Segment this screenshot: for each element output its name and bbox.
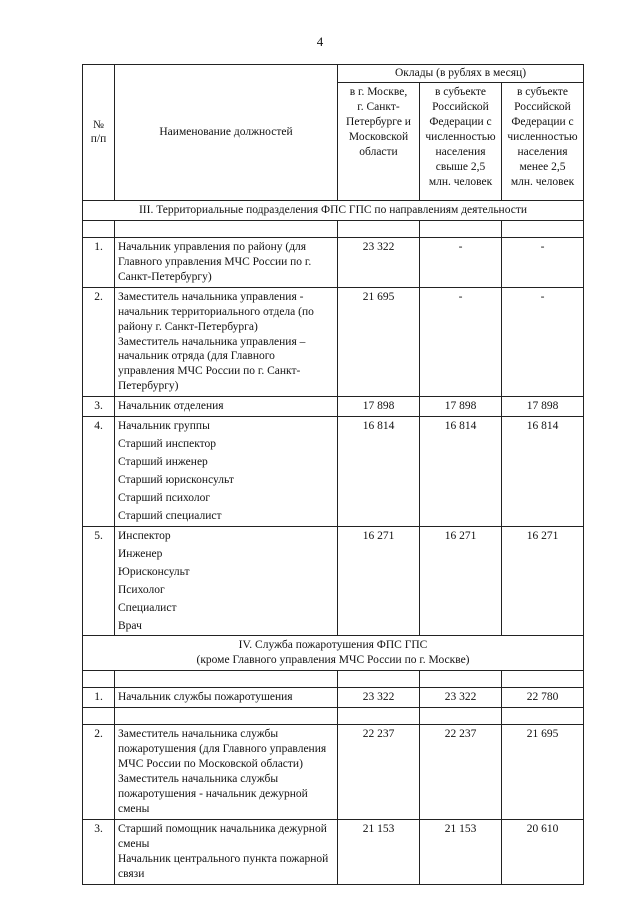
salary-under: - xyxy=(502,287,584,397)
salary-moscow: 22 237 xyxy=(338,725,420,820)
row-number: 3. xyxy=(83,397,115,417)
salary-over: 21 153 xyxy=(420,819,502,884)
page-number: 4 xyxy=(316,34,324,49)
position-line: Начальник центрального пункта пожарной связи xyxy=(118,852,329,880)
row-number: 2. xyxy=(83,287,115,397)
table-row xyxy=(83,287,584,397)
header-salaries-group: Оклады (в рублях в месяц) xyxy=(338,65,584,83)
position-line: Заместитель начальника управления – начальник отряда (для Главного управления МЧС России по г. Санкт-Петербургу) xyxy=(118,335,306,393)
position-line: Старший инспектор xyxy=(118,438,217,451)
salary-moscow: 23 322 xyxy=(338,237,420,287)
position-line: Инспектор xyxy=(118,529,171,542)
section-title-line: IV. Служба пожаротушения ФПС ГПС xyxy=(238,639,428,652)
position-line: Инженер xyxy=(118,547,163,560)
section-title: III. Территориальные подразделения ФПС ГПС по направлениям деятельности xyxy=(83,200,584,220)
spacer-row xyxy=(83,671,584,688)
salary-under: 17 898 xyxy=(502,397,584,417)
salary-moscow: 16 271 xyxy=(338,526,420,636)
position-line: Старший инженер xyxy=(118,456,208,469)
salary-over: 22 237 xyxy=(420,725,502,820)
position-line: Психолог xyxy=(118,583,165,596)
salary-over: - xyxy=(420,237,502,287)
position-name xyxy=(115,526,338,636)
header-number: № п/п xyxy=(83,65,115,201)
position-name xyxy=(115,237,338,287)
section-title xyxy=(83,636,584,671)
table-row xyxy=(83,397,584,417)
position-line: Начальник службы пожаротушения xyxy=(118,691,293,704)
position-line: Юрисконсульт xyxy=(118,565,190,578)
position-line: Начальник отделения xyxy=(118,400,224,413)
salary-over: 17 898 xyxy=(420,397,502,417)
salary-moscow: 17 898 xyxy=(338,397,420,417)
position-name xyxy=(115,819,338,884)
header-position-name: Наименование должностей xyxy=(115,65,338,201)
table-row xyxy=(83,725,584,820)
position-name xyxy=(115,397,338,417)
salary-under: 16 814 xyxy=(502,417,584,527)
position-line: Старший психолог xyxy=(118,491,211,504)
spacer-row xyxy=(83,220,584,237)
position-name xyxy=(115,417,338,527)
position-line: Заместитель начальника управления - начальник территориального отдела (по району г. Санкт-Петербурга) xyxy=(118,290,314,333)
header-col-moscow: в г. Москве, г. Санкт- Петербурге и Московской области xyxy=(338,82,420,200)
section-row xyxy=(83,200,584,220)
table-row xyxy=(83,237,584,287)
position-line: Начальник группы xyxy=(118,420,210,433)
salary-over: - xyxy=(420,287,502,397)
row-number: 1. xyxy=(83,688,115,708)
salary-over: 16 271 xyxy=(420,526,502,636)
salary-under: 22 780 xyxy=(502,688,584,708)
position-line: Старший специалист xyxy=(118,509,222,522)
position-line: Заместитель начальника службы пожаротушения (для Главного управления МЧС России по Московской области) xyxy=(118,728,327,771)
spacer-row xyxy=(83,708,584,725)
position-line: Заместитель начальника службы пожаротушения - начальник дежурной смены xyxy=(118,773,308,815)
salary-over: 23 322 xyxy=(420,688,502,708)
position-line: Врач xyxy=(118,619,142,632)
salary-over: 16 814 xyxy=(420,417,502,527)
section-row xyxy=(83,636,584,671)
table-row xyxy=(83,688,584,708)
salary-table xyxy=(82,64,584,885)
header-col-over-2-5m: в субъекте Российской Федерации с численностью населения свыше 2,5 млн. человек xyxy=(420,82,502,200)
table-row xyxy=(83,417,584,527)
salary-moscow: 21 153 xyxy=(338,819,420,884)
position-line: Старший юрисконсульт xyxy=(118,474,234,486)
section-title-line: (кроме Главного управления МЧС России по г. Москве) xyxy=(196,654,470,667)
salary-under: 21 695 xyxy=(502,725,584,820)
salary-moscow: 21 695 xyxy=(338,287,420,397)
table-row xyxy=(83,819,584,884)
salary-under: 20 610 xyxy=(502,819,584,884)
header-col-under-2-5m: в субъекте Российской Федерации с численностью населения менее 2,5 млн. человек xyxy=(502,82,584,200)
salary-moscow: 16 814 xyxy=(338,417,420,527)
position-line: Начальник управления по району (для Главного управления МЧС России по г. Санкт-Петербургу) xyxy=(118,240,312,283)
row-number: 2. xyxy=(83,725,115,820)
row-number: 5. xyxy=(83,526,115,636)
position-name xyxy=(115,725,338,820)
table-row xyxy=(83,526,584,636)
row-number: 1. xyxy=(83,237,115,287)
row-number: 4. xyxy=(83,417,115,527)
row-number: 3. xyxy=(83,819,115,884)
position-line: Специалист xyxy=(118,601,177,614)
salary-under: - xyxy=(502,237,584,287)
salary-moscow: 23 322 xyxy=(338,688,420,708)
position-name xyxy=(115,287,338,397)
salary-under: 16 271 xyxy=(502,526,584,636)
position-name xyxy=(115,688,338,708)
position-line: Старший помощник начальника дежурной смены xyxy=(118,822,327,850)
header-row xyxy=(83,65,584,83)
